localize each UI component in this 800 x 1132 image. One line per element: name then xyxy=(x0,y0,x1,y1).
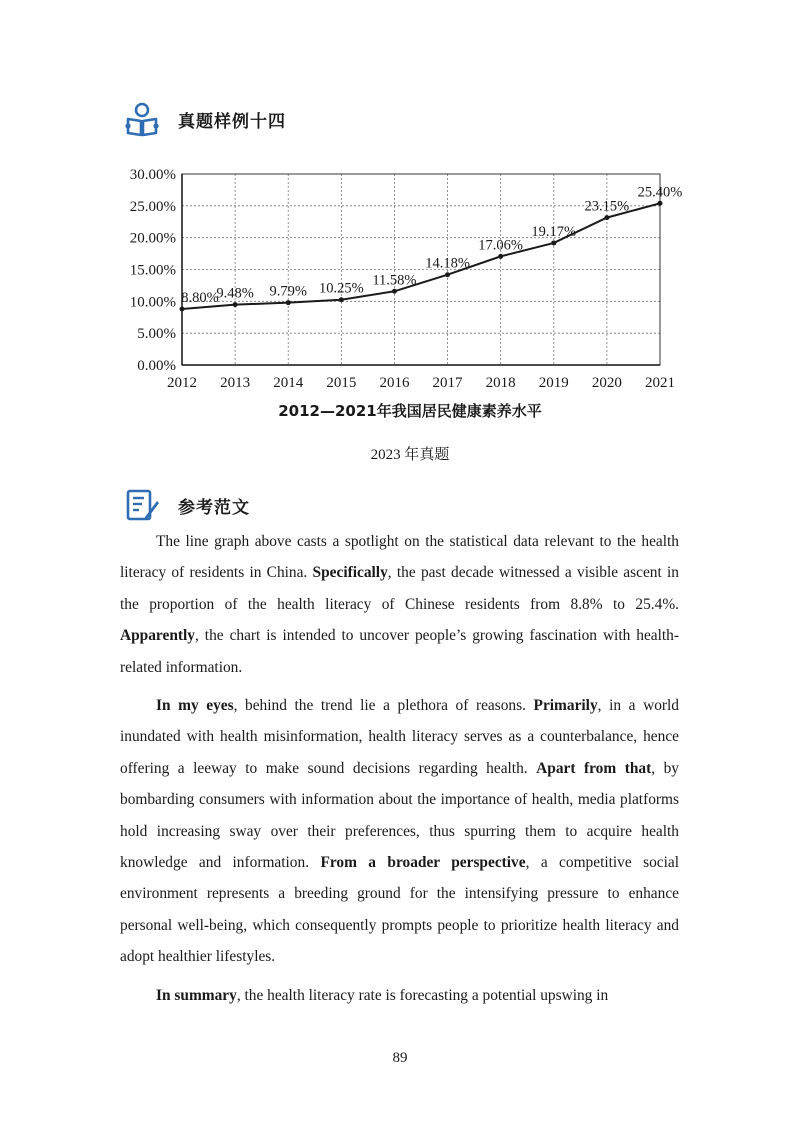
data-label: 9.79% xyxy=(269,283,307,300)
page-number: 89 xyxy=(392,1050,408,1066)
x-tick-label: 2014 xyxy=(273,375,304,391)
x-tick-label: 2017 xyxy=(432,375,463,391)
data-point xyxy=(658,201,663,206)
essay-paragraph-2 xyxy=(120,690,679,973)
data-label: 25.40% xyxy=(637,184,683,201)
data-label: 23.15% xyxy=(584,198,630,215)
transition-apart-from-that: Apart from that xyxy=(536,759,652,777)
text-run: , the health literacy rate is forecasting a potential upswing in xyxy=(236,986,609,1004)
x-tick-label: 2019 xyxy=(538,375,569,391)
y-tick-label: 30.00% xyxy=(129,167,176,183)
exam-caption: 2023 年真题 xyxy=(370,447,450,463)
chart-labels xyxy=(130,167,683,391)
transition-apparently: Apparently xyxy=(120,627,195,645)
data-label: 10.25% xyxy=(318,280,364,297)
text-run: , by bombarding consumers with information about the importance of health, media platforms hold increasing sway over their preferences, thus spurring them to acquire health knowledge and information. xyxy=(120,759,679,872)
data-point xyxy=(233,302,238,307)
x-tick-label: 2016 xyxy=(379,375,410,391)
transition-specifically: Specifically xyxy=(312,564,388,582)
x-tick-label: 2018 xyxy=(485,375,516,391)
text-run: , a competitive social environment represents a breeding ground for the intensifying pressure to enhance personal well-being, which consequently prompts people to prioritize health literacy and adopt healthier lifestyles. xyxy=(120,854,679,966)
data-label: 9.48% xyxy=(216,285,254,302)
text-run: , the past decade witnessed a visible ascent in the proportion of the health literacy of Chinese residents from 8.8% to 25.4%. xyxy=(120,564,679,613)
data-point xyxy=(392,289,397,294)
sample-heading-text: 真题样例十四 xyxy=(178,111,286,132)
text-run: , in a world inundated with health misinformation, health literacy serves as a counterbalance, hence offering a leeway to make sound decisions regarding health. xyxy=(120,697,679,777)
text-run: , the chart is intended to uncover people’s growing fascination with health-related information. xyxy=(120,627,679,676)
health-literacy-line-chart xyxy=(120,163,700,413)
chart-title: 2012—2021年我国居民健康素养水平 xyxy=(278,402,542,420)
essay-heading-text: 参考范文 xyxy=(178,497,250,518)
transition-broader-perspective: From a broader perspective xyxy=(320,854,526,872)
y-tick-label: 25.00% xyxy=(129,198,176,215)
transition-primarily: Primarily xyxy=(533,697,598,715)
y-tick-label: 20.00% xyxy=(129,230,176,247)
essay-heading xyxy=(124,485,250,525)
essay-paragraph-3 xyxy=(120,980,679,1011)
x-tick-label: 2012 xyxy=(167,375,197,391)
text-run: The line graph above casts a spotlight on the statistical data relevant to the health literacy of residents in China. xyxy=(120,533,679,582)
y-tick-label: 5.00% xyxy=(137,326,176,343)
x-tick-label: 2013 xyxy=(220,375,251,391)
essay-paragraph-1 xyxy=(120,526,679,683)
reader-icon xyxy=(124,101,160,137)
edit-note-icon xyxy=(124,487,160,523)
data-point xyxy=(180,306,185,311)
transition-in-summary: In summary xyxy=(156,986,237,1004)
data-point xyxy=(498,254,503,259)
text-run: , behind the trend lie a plethora of reasons. xyxy=(233,697,534,715)
y-tick-label: 10.00% xyxy=(129,294,176,311)
data-label: 11.58% xyxy=(372,272,417,289)
data-point xyxy=(604,215,609,220)
data-point xyxy=(551,240,556,245)
data-point xyxy=(445,272,450,277)
data-point xyxy=(286,300,291,305)
data-point xyxy=(339,297,344,302)
x-tick-label: 2020 xyxy=(591,375,622,391)
data-label: 19.17% xyxy=(531,223,577,240)
x-tick-label: 2015 xyxy=(326,375,357,391)
data-label: 17.06% xyxy=(478,237,524,254)
x-tick-label: 2021 xyxy=(645,375,675,391)
y-tick-label: 15.00% xyxy=(129,262,176,279)
transition-in-my-eyes: In my eyes xyxy=(156,697,234,715)
y-tick-label: 0.00% xyxy=(137,358,176,374)
data-label: 8.80% xyxy=(181,289,219,306)
data-label: 14.18% xyxy=(425,255,470,272)
essay-body xyxy=(120,526,679,1018)
sample-heading xyxy=(124,99,286,139)
